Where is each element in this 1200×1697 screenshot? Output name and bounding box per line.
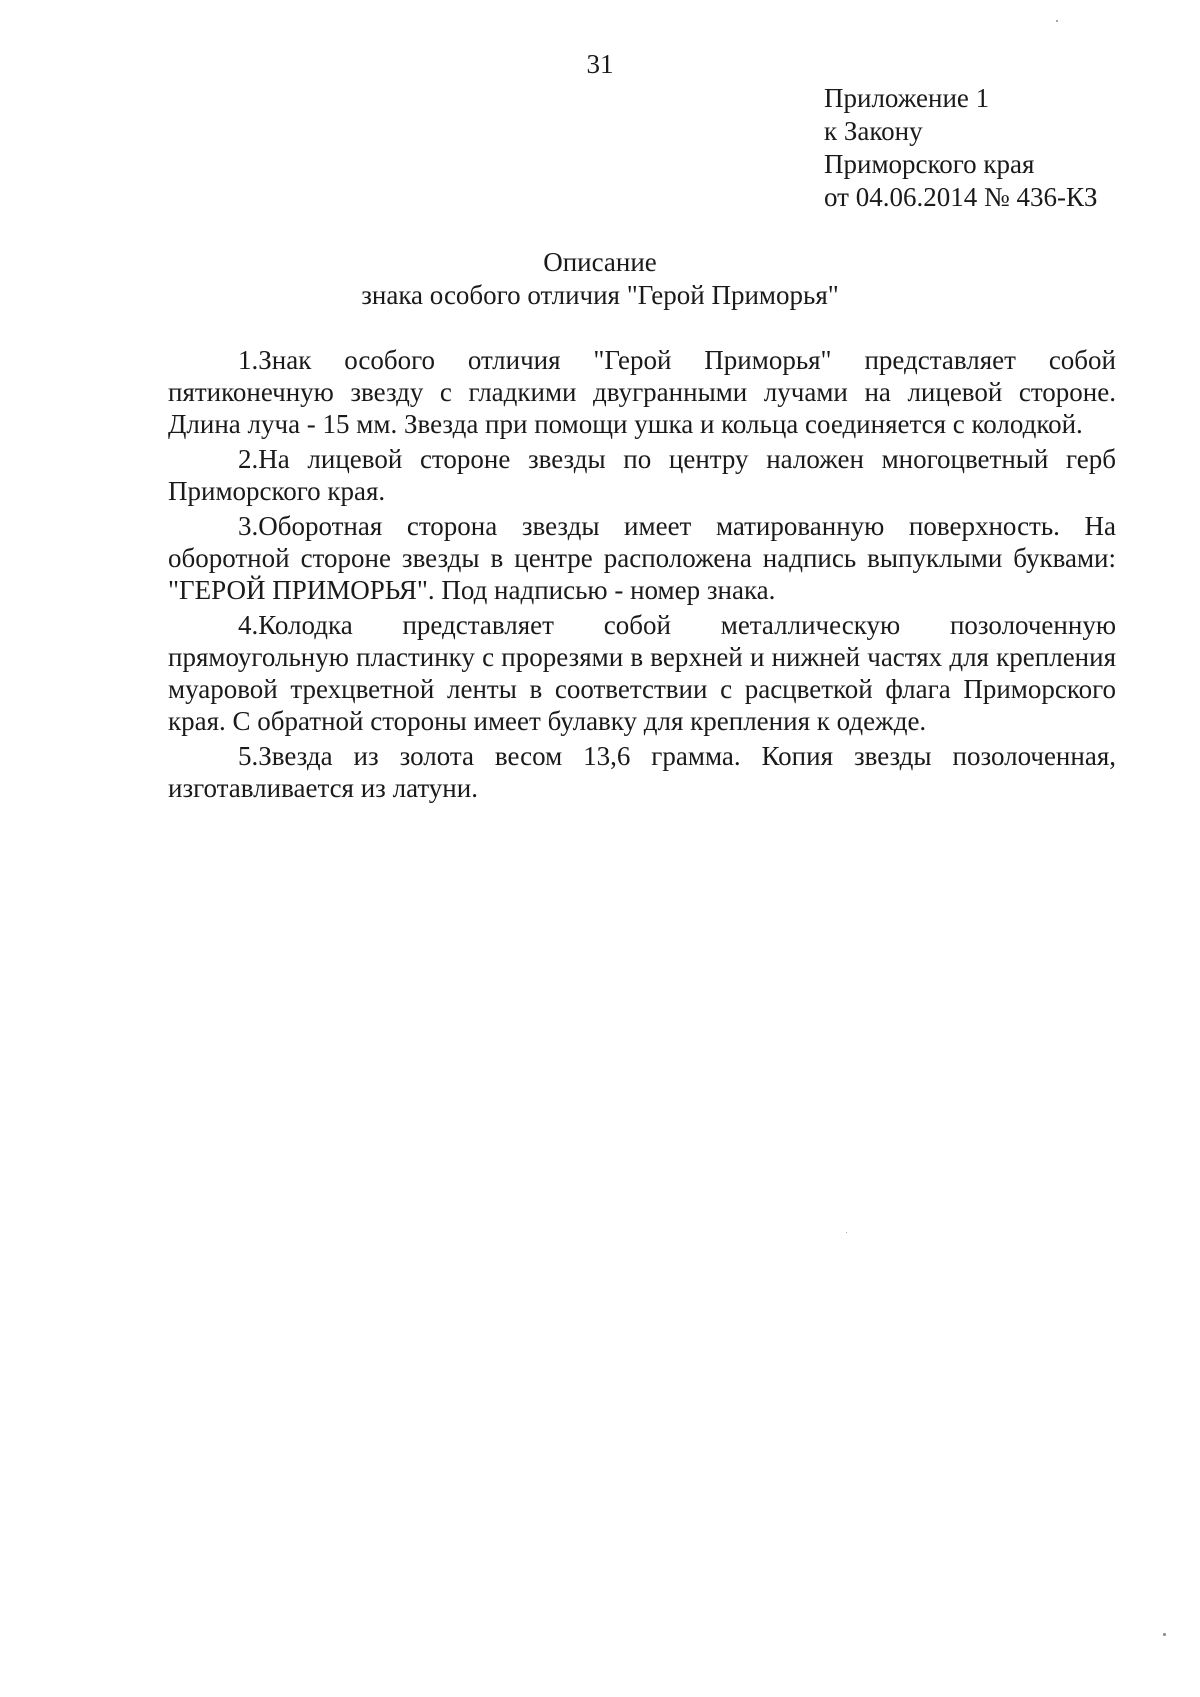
- page-number: 31: [586, 49, 614, 79]
- appendix-line: Приложение 1: [824, 83, 990, 113]
- paragraph: 5.Звезда из золота весом 13,6 грамма. Копия звезды позолоченная, изготавливается из латуни.: [168, 741, 1116, 803]
- appendix-line: от 04.06.2014 № 436-КЗ: [824, 182, 1098, 212]
- scan-speck: [846, 1232, 847, 1233]
- appendix-line: Приморского края: [824, 149, 1035, 179]
- paragraph: 1.Знак особого отличия "Герой Приморья" представляет собой пятиконечную звезду с гладкими двугранными лучами на лицевой стороне. Длина луча - 15 мм. Звезда при помощи ушка и кольца соединяется с колодкой.: [168, 345, 1116, 439]
- document-title: [0, 246, 1200, 312]
- title-line: Описание: [543, 247, 657, 277]
- scan-speck: [1056, 20, 1058, 22]
- scan-speck: [1163, 1633, 1166, 1636]
- document-body: [168, 344, 1116, 807]
- appendix-line: к Закону: [824, 116, 923, 146]
- paragraph: 4.Колодка представляет собой металлическую позолоченную прямоугольную пластинку с прорезями в верхней и нижней частях для крепления муаровой трехцветной ленты в соответствии с расцветкой флага Приморского края. С обратной стороны имеет булавку для крепления к одежде.: [168, 610, 1116, 736]
- appendix-reference: [824, 82, 1097, 214]
- paragraph: 3.Оборотная сторона звезды имеет матированную поверхность. На оборотной стороне звезды в центре расположена надпись выпуклыми буквами: "ГЕРОЙ ПРИМОРЬЯ". Под надписью - номер знака.: [168, 511, 1116, 605]
- title-line: знака особого отличия "Герой Приморья": [361, 280, 839, 310]
- paragraph: 2.На лицевой стороне звезды по центру наложен многоцветный герб Приморского края.: [168, 444, 1116, 506]
